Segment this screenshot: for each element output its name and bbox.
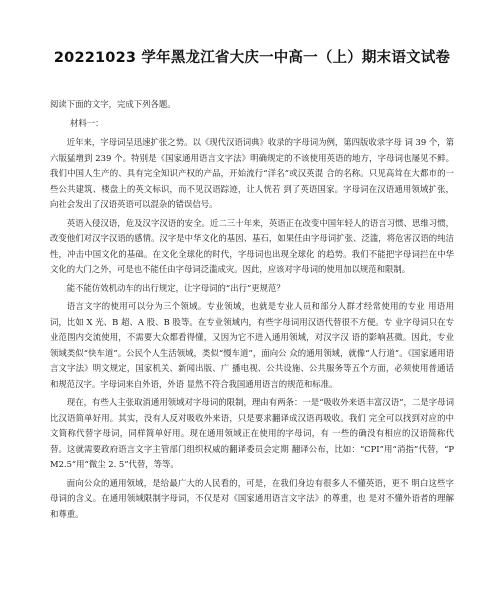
page-title: 20221023 学年黑龙江省大庆一中高一（上）期末语文试卷 — [53, 50, 451, 66]
instruction-text: 阅读下面的文字，完成下列各题。 — [50, 99, 176, 109]
passage-body — [50, 135, 454, 522]
paragraph: 语言文字的使用可以分为三个领域。专业领域，也就是专业人员和部分人群才经常使用的专业 用语用词，比如 X 光、B 超、A 股、B 股等。在专业领域内，有些字母词用汉语代替很不方便。专 业字母词只在专业范围内交流使用，不需要大众都看得懂，又因为它不进入通用领域，对汉字汉 语的影响甚微。因此，专业领域类似“快车道”。公民个人生活领域，类似“慢车道”，面向公 众的通用领域，就像“人行道”。《国家通用语言文字法》明文规定，国家机关、新闻出版、广 播电视、公共设施、公共服务等五个方面，必须使用普通话和规范汉字。字母词来自外语，外语 显然不符合我国通用语言的规范和标准。 — [50, 301, 454, 389]
paragraph: 现在，有些人主张取消通用领域对字母词的限制，理由有两条：一是“吸收外来语丰富汉语”，二是字母词比汉语简单好用。其实，没有人反对吸收外来语，只是要求翻译成汉语再吸收。我们 完全可以找到对应的中文简称代替字母词，同样简单好用。现在通用领域正在使用的字母词，有 一些的确没有相应的汉语简称代替。这就需要政府语言文字主管部门组织权威的翻译委员会定期 翻译公布，比如：“CPI”用“消指”代替，“PM2.5”用“微尘 2. 5”代替，等等。 — [50, 397, 454, 469]
paragraph: 近年来，字母词呈迅速扩张之势。以《现代汉语词典》收录的字母词为例，第四版收录字母 词 39 个，第六版猛增到 239 个。特别是《国家通用语言文字法》明确规定的不该使用英语的地方，字母词也屡见不鲜。我们中国人生产的、具有完全知识产权的产品，开始流行“洋名”或汉英混 合的名称。只见高耸在大都市的一些公共建筑、楼盘上的英文标识，而不见汉语踪迹，让人恍若 到了英语国家。字母词在汉语通用领域扩张，向社会发出了汉语英语可以混杂的错误信号。 — [50, 137, 454, 209]
material-label: 材料一： — [70, 118, 104, 128]
paragraph: 面向公众的通用领域，是给最广大的人民看的，可是，在我们身边有很多人不懂英语，更不 明白这些字母词的含义。在通用领域限制字母词，不仅是对《国家通用语言文字法》的尊重，也 是对不懂外语者的理解和尊重。 — [50, 477, 454, 519]
paragraph: 能不能仿效机动车的出行规定，让字母词的“出行”更规范？ — [66, 282, 285, 293]
paragraph: 英语入侵汉语，危及汉字汉语的安全。近二三十年来，英语正在改变中国年轻人的语言习惯、思维习惯，改变他们对汉字汉语的感情。汉字是中华文化的基因、基石，如果任由字母词扩张、泛滥，将危害汉语的纯洁性，冲击中国文化的基础。在文化全球化的时代，字母词也出现全球化 的趋势。我们不能把字母词拦在中华文化的大门之外，可是也不能任由字母词泛滥成灾。因此，应该对字母词的使用加以规范和限制。 — [50, 217, 454, 274]
